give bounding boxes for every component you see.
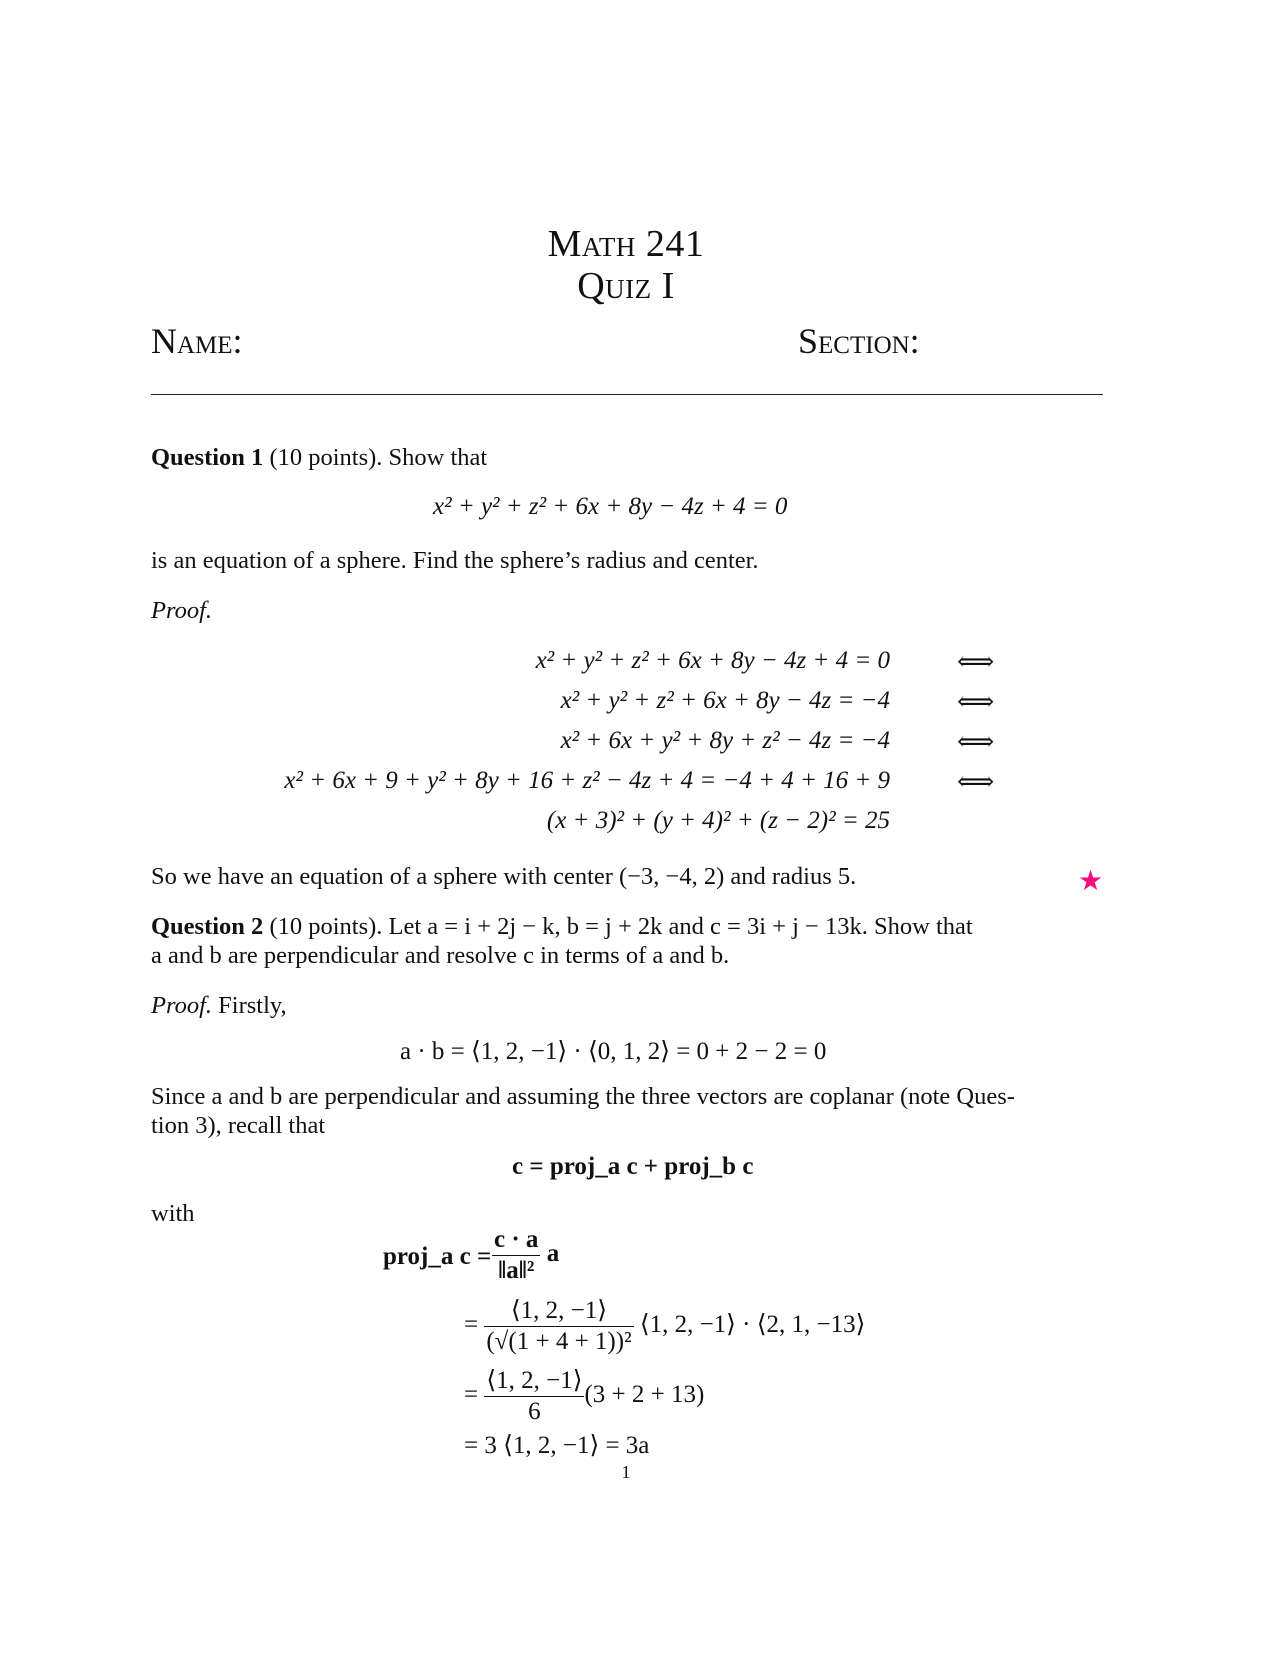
- derivation-step-3: x² + 6x + y² + 8y + z² − 4z = −4: [560, 727, 890, 754]
- fraction: $\frac{⟨1, 2, -1⟩}{6}$: [486, 1367, 583, 1425]
- iff-icon: ⟺: [957, 647, 995, 677]
- section-label: Section:: [798, 321, 920, 361]
- question-1-heading: [151, 443, 487, 473]
- since-line-2: tion 3), recall that: [151, 1112, 326, 1139]
- proof-2-intro: [151, 991, 287, 1021]
- decomposition-equation: c = proj_a c + proj_b c: [512, 1153, 754, 1180]
- derivation-step-4: x² + 6x + 9 + y² + 8y + 16 + z² − 4z + 4 = −4 + 4 + 16 + 9: [284, 767, 890, 794]
- page-number: 1: [621, 1462, 631, 1482]
- projection-result: = 3 ⟨1, 2, −1⟩ = 3a: [464, 1432, 650, 1459]
- fraction: $\frac{⟨1, 2, -1⟩}{\text{(√(1 + 4 + 1))²}}$: [486, 1297, 632, 1355]
- projection-lhs: proj_a c =: [383, 1243, 492, 1270]
- derivation-step-5: (x + 3)² + (y + 4)² + (z − 2)² = 25: [546, 807, 890, 834]
- proof-2-start: Firstly,: [218, 992, 287, 1019]
- name-label: Name:: [151, 321, 243, 361]
- since-line-1: Since a and b are perpendicular and assuming the three vectors are coplanar (note Ques-: [151, 1083, 1015, 1110]
- question-2-heading: [151, 912, 973, 942]
- question-1-conclusion: So we have an equation of a sphere with center (−3, −4, 2) and radius 5.: [151, 863, 857, 890]
- proof-1-label: Proof.: [151, 597, 213, 624]
- question-2-prompt-line-1: Let a = i + 2j − k, b = j + 2k and c = 3i + j − 13k. Show that: [388, 913, 973, 940]
- question-1-equation: x² + y² + z² + 6x + 8y − 4z + 4 = 0: [433, 493, 788, 520]
- with-label: with: [151, 1200, 195, 1227]
- header-divider: [151, 394, 1103, 395]
- derivation-step-2: x² + y² + z² + 6x + 8y − 4z = −4: [560, 687, 890, 714]
- derivation-step-1: x² + y² + z² + 6x + 8y − 4z + 4 = 0: [535, 647, 890, 674]
- fraction: $\frac{c \cdot a}{\text{‖a‖²}}$: [494, 1226, 539, 1284]
- course-title: Math 241: [547, 223, 705, 265]
- dot-product-equation: a · b = ⟨1, 2, −1⟩ · ⟨0, 1, 2⟩ = 0 + 2 − 2 = 0: [400, 1038, 827, 1065]
- question-1-label: Question 1: [151, 444, 264, 471]
- question-2-points: (10 points).: [269, 913, 383, 940]
- iff-icon: ⟺: [957, 727, 995, 757]
- question-2-prompt-line-2: a and b are perpendicular and resolve c in terms of a and b.: [151, 942, 730, 969]
- question-1-followup: is an equation of a sphere. Find the sphere’s radius and center.: [151, 547, 759, 574]
- projection-step-3: = $\frac{⟨1, 2, -1⟩}{6}$ (3 + 2 + 13): [464, 1367, 705, 1425]
- iff-icon: ⟺: [957, 767, 995, 797]
- proof-2-label: Proof.: [151, 992, 213, 1019]
- projection-step-2: = $\frac{⟨1, 2, -1⟩}{\text{(√(1 + 4 + 1))²}}$ ⟨1, 2, −1⟩ · ⟨2, 1, −13⟩: [464, 1297, 866, 1355]
- iff-icon: ⟺: [957, 687, 995, 717]
- question-1-points: (10 points).: [269, 444, 383, 471]
- question-1-prompt: Show that: [388, 444, 488, 471]
- quiz-title: Quiz I: [577, 265, 675, 307]
- projection-step-1: $\frac{c \cdot a}{\text{‖a‖²}}$ a: [494, 1226, 560, 1284]
- qed-star-icon: ★: [1078, 864, 1104, 897]
- question-2-label: Question 2: [151, 913, 264, 940]
